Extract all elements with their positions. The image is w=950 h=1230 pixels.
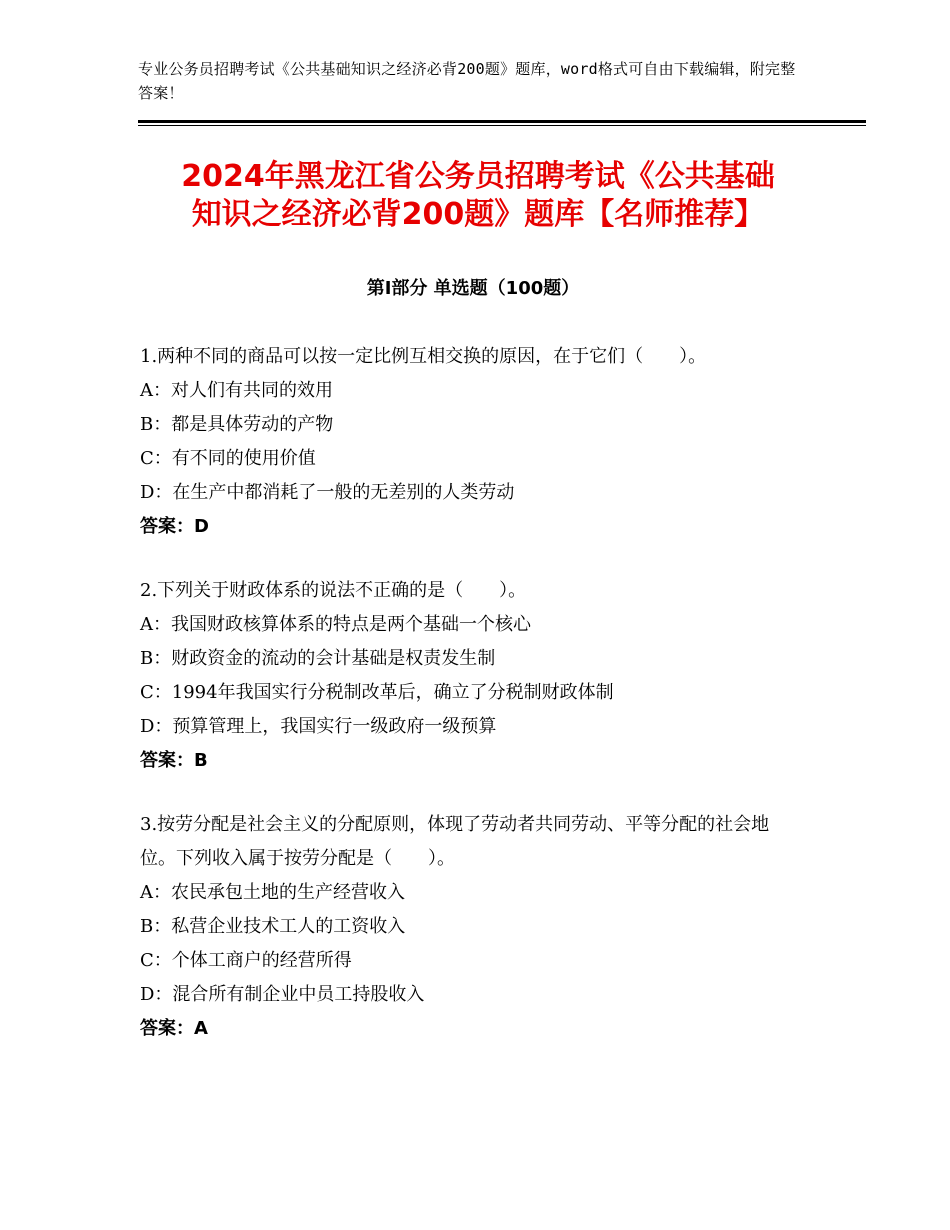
option-d: D：混合所有制企业中员工持股收入 bbox=[140, 984, 425, 1005]
option-a: A：我国财政核算体系的特点是两个基础一个核心 bbox=[140, 614, 531, 635]
answer-line: 答案：B bbox=[140, 750, 208, 771]
question-2 bbox=[140, 574, 800, 778]
option-b: B：私营企业技术工人的工资收入 bbox=[140, 916, 406, 937]
header-note: 专业公务员招聘考试《公共基础知识之经济必背200题》题库，word格式可自由下载编辑，附完整答案！ bbox=[138, 60, 796, 102]
question-stem: 3.按劳分配是社会主义的分配原则，体现了劳动者共同劳动、平等分配的社会地位。下列收入属于按劳分配是（ ）。 bbox=[140, 814, 770, 869]
option-a: A：对人们有共同的效用 bbox=[140, 380, 333, 401]
option-c: C：1994年我国实行分税制改革后，确立了分税制财政体制 bbox=[140, 682, 614, 703]
option-d: D：预算管理上，我国实行一级政府一级预算 bbox=[140, 716, 497, 737]
answer-line: 答案：A bbox=[140, 1018, 208, 1039]
question-stem: 2.下列关于财政体系的说法不正确的是（ ）。 bbox=[140, 580, 527, 601]
option-c: C：个体工商户的经营所得 bbox=[140, 950, 352, 971]
option-d: D：在生产中都消耗了一般的无差别的人类劳动 bbox=[140, 482, 515, 503]
question-list bbox=[140, 340, 800, 1076]
document-title-line-1: 2024年黑龙江省公务员招聘考试《公共基础 bbox=[181, 159, 775, 194]
document-title bbox=[138, 158, 818, 234]
question-3 bbox=[140, 808, 800, 1046]
option-b: B：都是具体劳动的产物 bbox=[140, 414, 334, 435]
option-c: C：有不同的使用价值 bbox=[140, 448, 316, 469]
question-stem: 1.两种不同的商品可以按一定比例互相交换的原因，在于它们（ ）。 bbox=[140, 346, 707, 367]
header-rule-thick bbox=[138, 120, 866, 123]
answer-line: 答案：D bbox=[140, 516, 209, 537]
option-b: B：财政资金的流动的会计基础是权责发生制 bbox=[140, 648, 496, 669]
section-title: 第Ⅰ部分 单选题（100题） bbox=[366, 278, 580, 299]
document-title-line-2: 知识之经济必背200题》题库【名师推荐】 bbox=[191, 197, 765, 232]
header-rule-thin bbox=[138, 125, 866, 126]
option-a: A：农民承包土地的生产经营收入 bbox=[140, 882, 405, 903]
question-1 bbox=[140, 340, 800, 544]
